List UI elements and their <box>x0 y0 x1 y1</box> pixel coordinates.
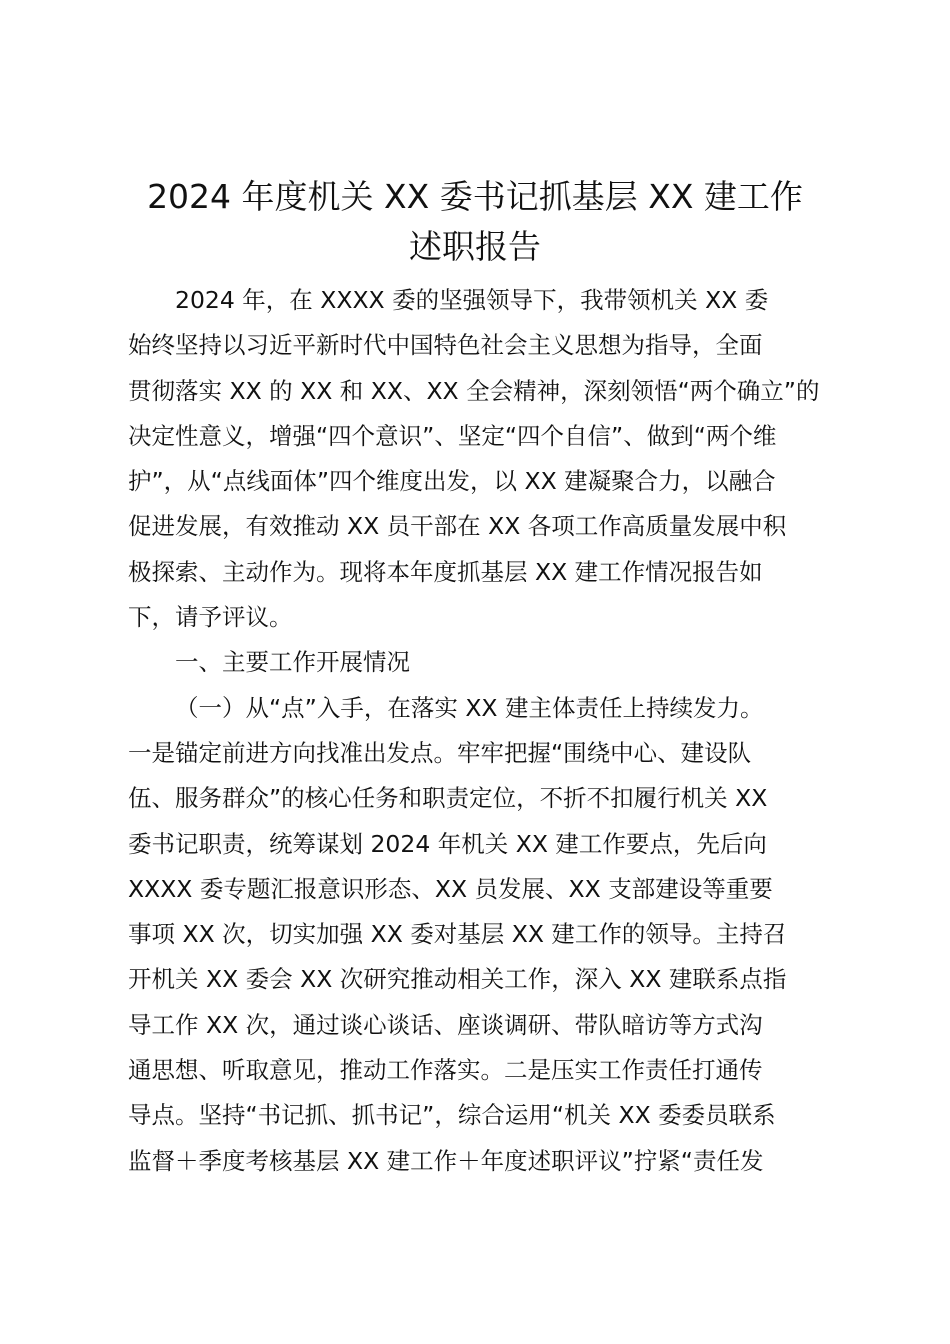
paragraph-line: 一是锚定前进方向找准出发点。牢牢把握“围绕中心、建设队 <box>128 738 752 767</box>
paragraph-line: 导工作 XX 次，通过谈心谈话、座谈调研、带队暗访等方式沟 <box>128 1010 763 1039</box>
paragraph-intro-line: 决定性意义，增强“四个意识”、坚定“四个自信”、做到“两个维 <box>128 421 777 450</box>
paragraph-line: 通思想、听取意见，推动工作落实。二是压实工作责任打通传 <box>128 1056 763 1085</box>
paragraph-line: 事项 XX 次，切实加强 XX 委对基层 XX 建工作的领导。主持召 <box>128 920 787 949</box>
paragraph-intro-line: 下，请予评议。 <box>128 603 293 632</box>
title-line-1: 2024 年度机关 XX 委书记抓基层 XX 建工作 <box>147 177 803 216</box>
paragraph-intro-line: 极探索、主动作为。现将本年度抓基层 XX 建工作情况报告如 <box>128 557 763 586</box>
document-title <box>125 172 825 272</box>
paragraph-line: 伍、服务群众”的核心任务和职责定位，不折不扣履行机关 XX <box>128 784 768 813</box>
paragraph-intro-line: 促进发展，有效推动 XX 员干部在 XX 各项工作高质量发展中积 <box>128 512 787 541</box>
paragraph-intro-line: 始终坚持以习近平新时代中国特色社会主义思想为指导，全面 <box>128 331 763 360</box>
paragraph-line: 开机关 XX 委会 XX 次研究推动相关工作，深入 XX 建联系点指 <box>128 965 787 994</box>
paragraph-intro-line: 贯彻落实 XX 的 XX 和 XX、XX 全会精神，深刻领悟“两个确立”的 <box>128 376 820 405</box>
section-heading: 一、主要工作开展情况 <box>175 648 410 677</box>
paragraph-intro-line: 护”，从“点线面体”四个维度出发，以 XX 建凝聚合力，以融合 <box>128 467 776 496</box>
paragraph-line: 监督＋季度考核基层 XX 建工作＋年度述职评议”拧紧“责任发 <box>128 1146 764 1175</box>
paragraph-intro-line: 2024 年，在 XXXX 委的坚强领导下，我带领机关 XX 委 <box>175 286 769 314</box>
title-line-2: 述职报告 <box>409 227 541 266</box>
document-body <box>128 278 828 1184</box>
paragraph-line: 委书记职责，统筹谋划 2024 年机关 XX 建工作要点，先后向 <box>128 829 767 858</box>
paragraph-line: XXXX 委专题汇报意识形态、XX 员发展、XX 支部建设等重要 <box>128 874 773 903</box>
paragraph-line: 导点。坚持“书记抓、抓书记”，综合运用“机关 XX 委委员联系 <box>128 1101 776 1130</box>
subsection-heading: （一）从“点”入手，在落实 XX 建主体责任上持续发力。 <box>175 693 764 722</box>
